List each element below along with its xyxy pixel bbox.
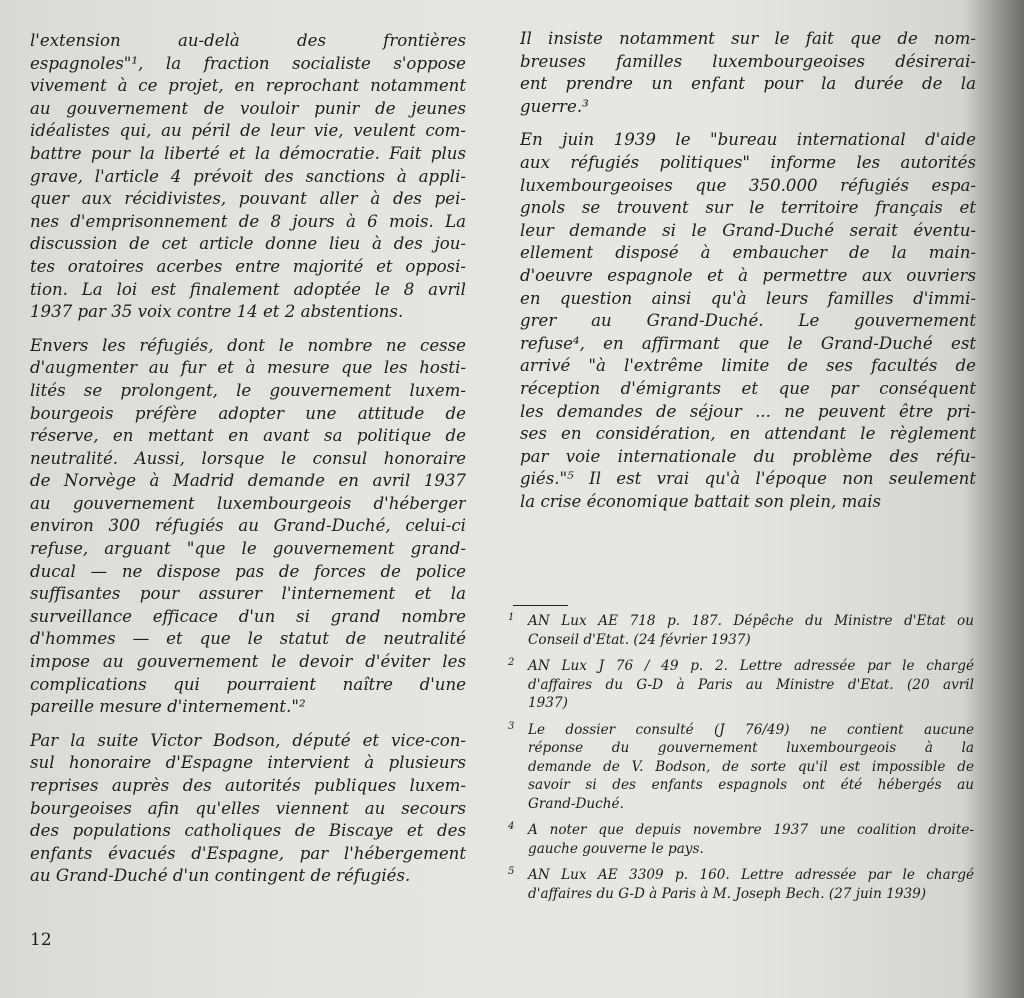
footnote-line: A noter que depuis novembre 1937 une coalition droite- [528, 822, 974, 838]
footnote-number: 1 [508, 612, 515, 623]
text-line: discussion de cet article donne lieu à des jou- [30, 234, 466, 254]
text-line: Envers les réfugiés, dont le nombre ne cesse [30, 335, 466, 355]
text-line: l'extension au-delà des frontières [30, 31, 466, 50]
text-line: au Grand-Duché d'un contingent de réfugiés. [30, 866, 411, 886]
text-line: sul honoraire d'Espagne intervient à plusieurs [30, 753, 466, 773]
text-line: refuse, arguant "que le gouvernement grand- [30, 539, 466, 559]
footnote-line: AN Lux AE 718 p. 187. Dépêche du Ministre d'Etat ou [528, 613, 974, 629]
footnote [508, 866, 974, 903]
text-line: bourgeoises afin qu'elles viennent au secours [30, 798, 466, 818]
text-line: en question ainsi qu'à leurs familles d'immi- [520, 288, 976, 308]
text-line: réserve, en mettant en avant sa politique de [30, 426, 466, 446]
footnote-line: 1937) [528, 695, 568, 711]
text-line: Il insiste notamment sur le fait que de nom- [520, 29, 976, 48]
text-line: refuse⁴, en affirmant que le Grand-Duché est [520, 333, 976, 353]
paragraph [30, 730, 466, 888]
text-line: 1937 par 35 voix contre 14 et 2 abstentions. [30, 302, 404, 322]
footnote-line: demande de V. Bodson, de sorte qu'il est impossible de [528, 758, 974, 775]
paragraph [520, 28, 976, 118]
footnotes [508, 612, 974, 911]
text-line: d'hommes — et que le statut de neutralité [30, 629, 466, 649]
text-line: d'augmenter au fur et à mesure que les hosti- [30, 358, 466, 378]
footnote-line: AN Lux J 76 / 49 p. 2. Lettre adressée par le chargé [528, 658, 974, 674]
left-column [30, 30, 466, 899]
text-line: au gouvernement luxembourgeois d'héberger [30, 493, 466, 513]
text-line: par voie internationale du problème des réfu- [520, 446, 976, 466]
page-number: 12 [30, 930, 52, 950]
text-line: pareille mesure d'internement."² [30, 697, 306, 717]
text-line: les demandes de séjour ... ne peuvent être pri- [520, 401, 976, 421]
right-column [520, 28, 976, 524]
text-line: la crise économique battait son plein, mais [520, 491, 882, 511]
footnote-line: réponse du gouvernement luxembourgeois à la [528, 740, 974, 756]
text-line: quer aux récidivistes, pouvant aller à des pei- [30, 189, 466, 209]
text-line: Par la suite Victor Bodson, député et vice-con- [30, 730, 466, 750]
text-line: ducal — ne dispose pas de forces de police [30, 561, 466, 581]
paragraph [30, 30, 466, 324]
text-line: des populations catholiques de Biscaye et des [30, 821, 466, 841]
text-line: vivement à ce projet, en reprochant notamment [30, 76, 466, 96]
footnote-line: d'affaires du G-D à Paris au Ministre d'Etat. (20 avril [528, 676, 974, 693]
footnote-line: gauche gouverne le pays. [528, 840, 704, 857]
footnote [508, 721, 974, 814]
footnote-number: 3 [508, 720, 515, 732]
footnote [508, 612, 974, 649]
footnote-number: 5 [508, 866, 515, 877]
text-line: espagnoles"¹, la fraction socialiste s'oppose [30, 53, 466, 73]
text-line: giés."⁵ Il est vrai qu'à l'époque non seulement [520, 469, 976, 489]
text-line: surveillance efficace d'un si grand nombre [30, 606, 466, 626]
text-line: En juin 1939 le "bureau international d'aide [520, 130, 976, 150]
text-line: idéalistes qui, au péril de leur vie, veulent com- [30, 121, 466, 141]
text-line: gnols se trouvent sur le territoire français et [520, 198, 976, 218]
text-line: lités se prolongent, le gouvernement luxem- [30, 380, 466, 400]
paragraph [520, 129, 976, 513]
text-line: complications qui pourraient naître d'une [30, 674, 466, 694]
text-line: nes d'emprisonnement de 8 jours à 6 mois. La [30, 211, 466, 231]
text-line: au gouvernement de vouloir punir de jeunes [30, 98, 466, 118]
text-line: battre pour la liberté et la démocratie. Fait plus [30, 143, 466, 163]
text-line: d'oeuvre espagnole et à permettre aux ouvriers [520, 265, 976, 285]
paragraph [30, 335, 466, 719]
footnote-line: AN Lux AE 3309 p. 160. Lettre adressée par le chargé [528, 867, 974, 883]
text-line: ses en considération, en attendant le règlement [520, 424, 976, 444]
text-line: tion. La loi est finalement adoptée le 8 avril [30, 279, 466, 299]
footnote [508, 821, 974, 858]
text-line: leur demande si le Grand-Duché serait éventu- [520, 220, 976, 240]
footnote-divider [513, 605, 568, 606]
text-line: ent prendre un enfant pour la durée de la [520, 74, 976, 94]
text-line: neutralité. Aussi, lorsque le consul honoraire [30, 448, 466, 468]
footnote-line: d'affaires du G-D à Paris à M. Joseph Bech. (27 juin 1939) [528, 885, 927, 902]
text-line: grave, l'article 4 prévoit des sanctions à appli- [30, 166, 466, 186]
text-line: reprises auprès des autorités publiques luxem- [30, 776, 466, 795]
text-line: guerre.³ [520, 96, 589, 116]
text-line: suffisantes pour assurer l'internement et la [30, 584, 466, 604]
footnote-number: 4 [508, 821, 515, 832]
footnote-line: savoir si des enfants espagnols ont été hébergés au [528, 777, 974, 793]
footnote-number: 2 [508, 657, 515, 668]
text-line: enfants évacués d'Espagne, par l'hébergement [30, 843, 466, 863]
footnote-line: Grand-Duché. [528, 795, 624, 812]
text-line: bourgeois préfère adopter une attitude de [30, 403, 466, 423]
footnote [508, 657, 974, 713]
text-line: aux réfugiés politiques" informe les autorités [520, 152, 976, 172]
text-line: grer au Grand-Duché. Le gouvernement [520, 311, 976, 331]
footnote-line: Le dossier consulté (J 76/49) ne contient aucune [528, 721, 974, 738]
text-line: impose au gouvernement le devoir d'éviter les [30, 652, 466, 672]
text-line: luxembourgeoises que 350.000 réfugiés espa- [520, 175, 976, 195]
text-line: réception d'émigrants et que par conséquent [520, 378, 976, 398]
text-line: arrivé "à l'extrême limite de ses facultés de [520, 356, 976, 376]
text-line: breuses familles luxembourgeoises désirerai- [520, 51, 976, 71]
text-line: tes oratoires acerbes entre majorité et opposi- [30, 256, 466, 276]
footnote-line: Conseil d'Etat. (24 février 1937) [528, 631, 751, 648]
text-line: ellement disposé à embaucher de la main- [520, 243, 976, 263]
text-line: environ 300 réfugiés au Grand-Duché, celui-ci [30, 516, 466, 536]
text-line: de Norvège à Madrid demande en avril 1937 [30, 471, 466, 491]
